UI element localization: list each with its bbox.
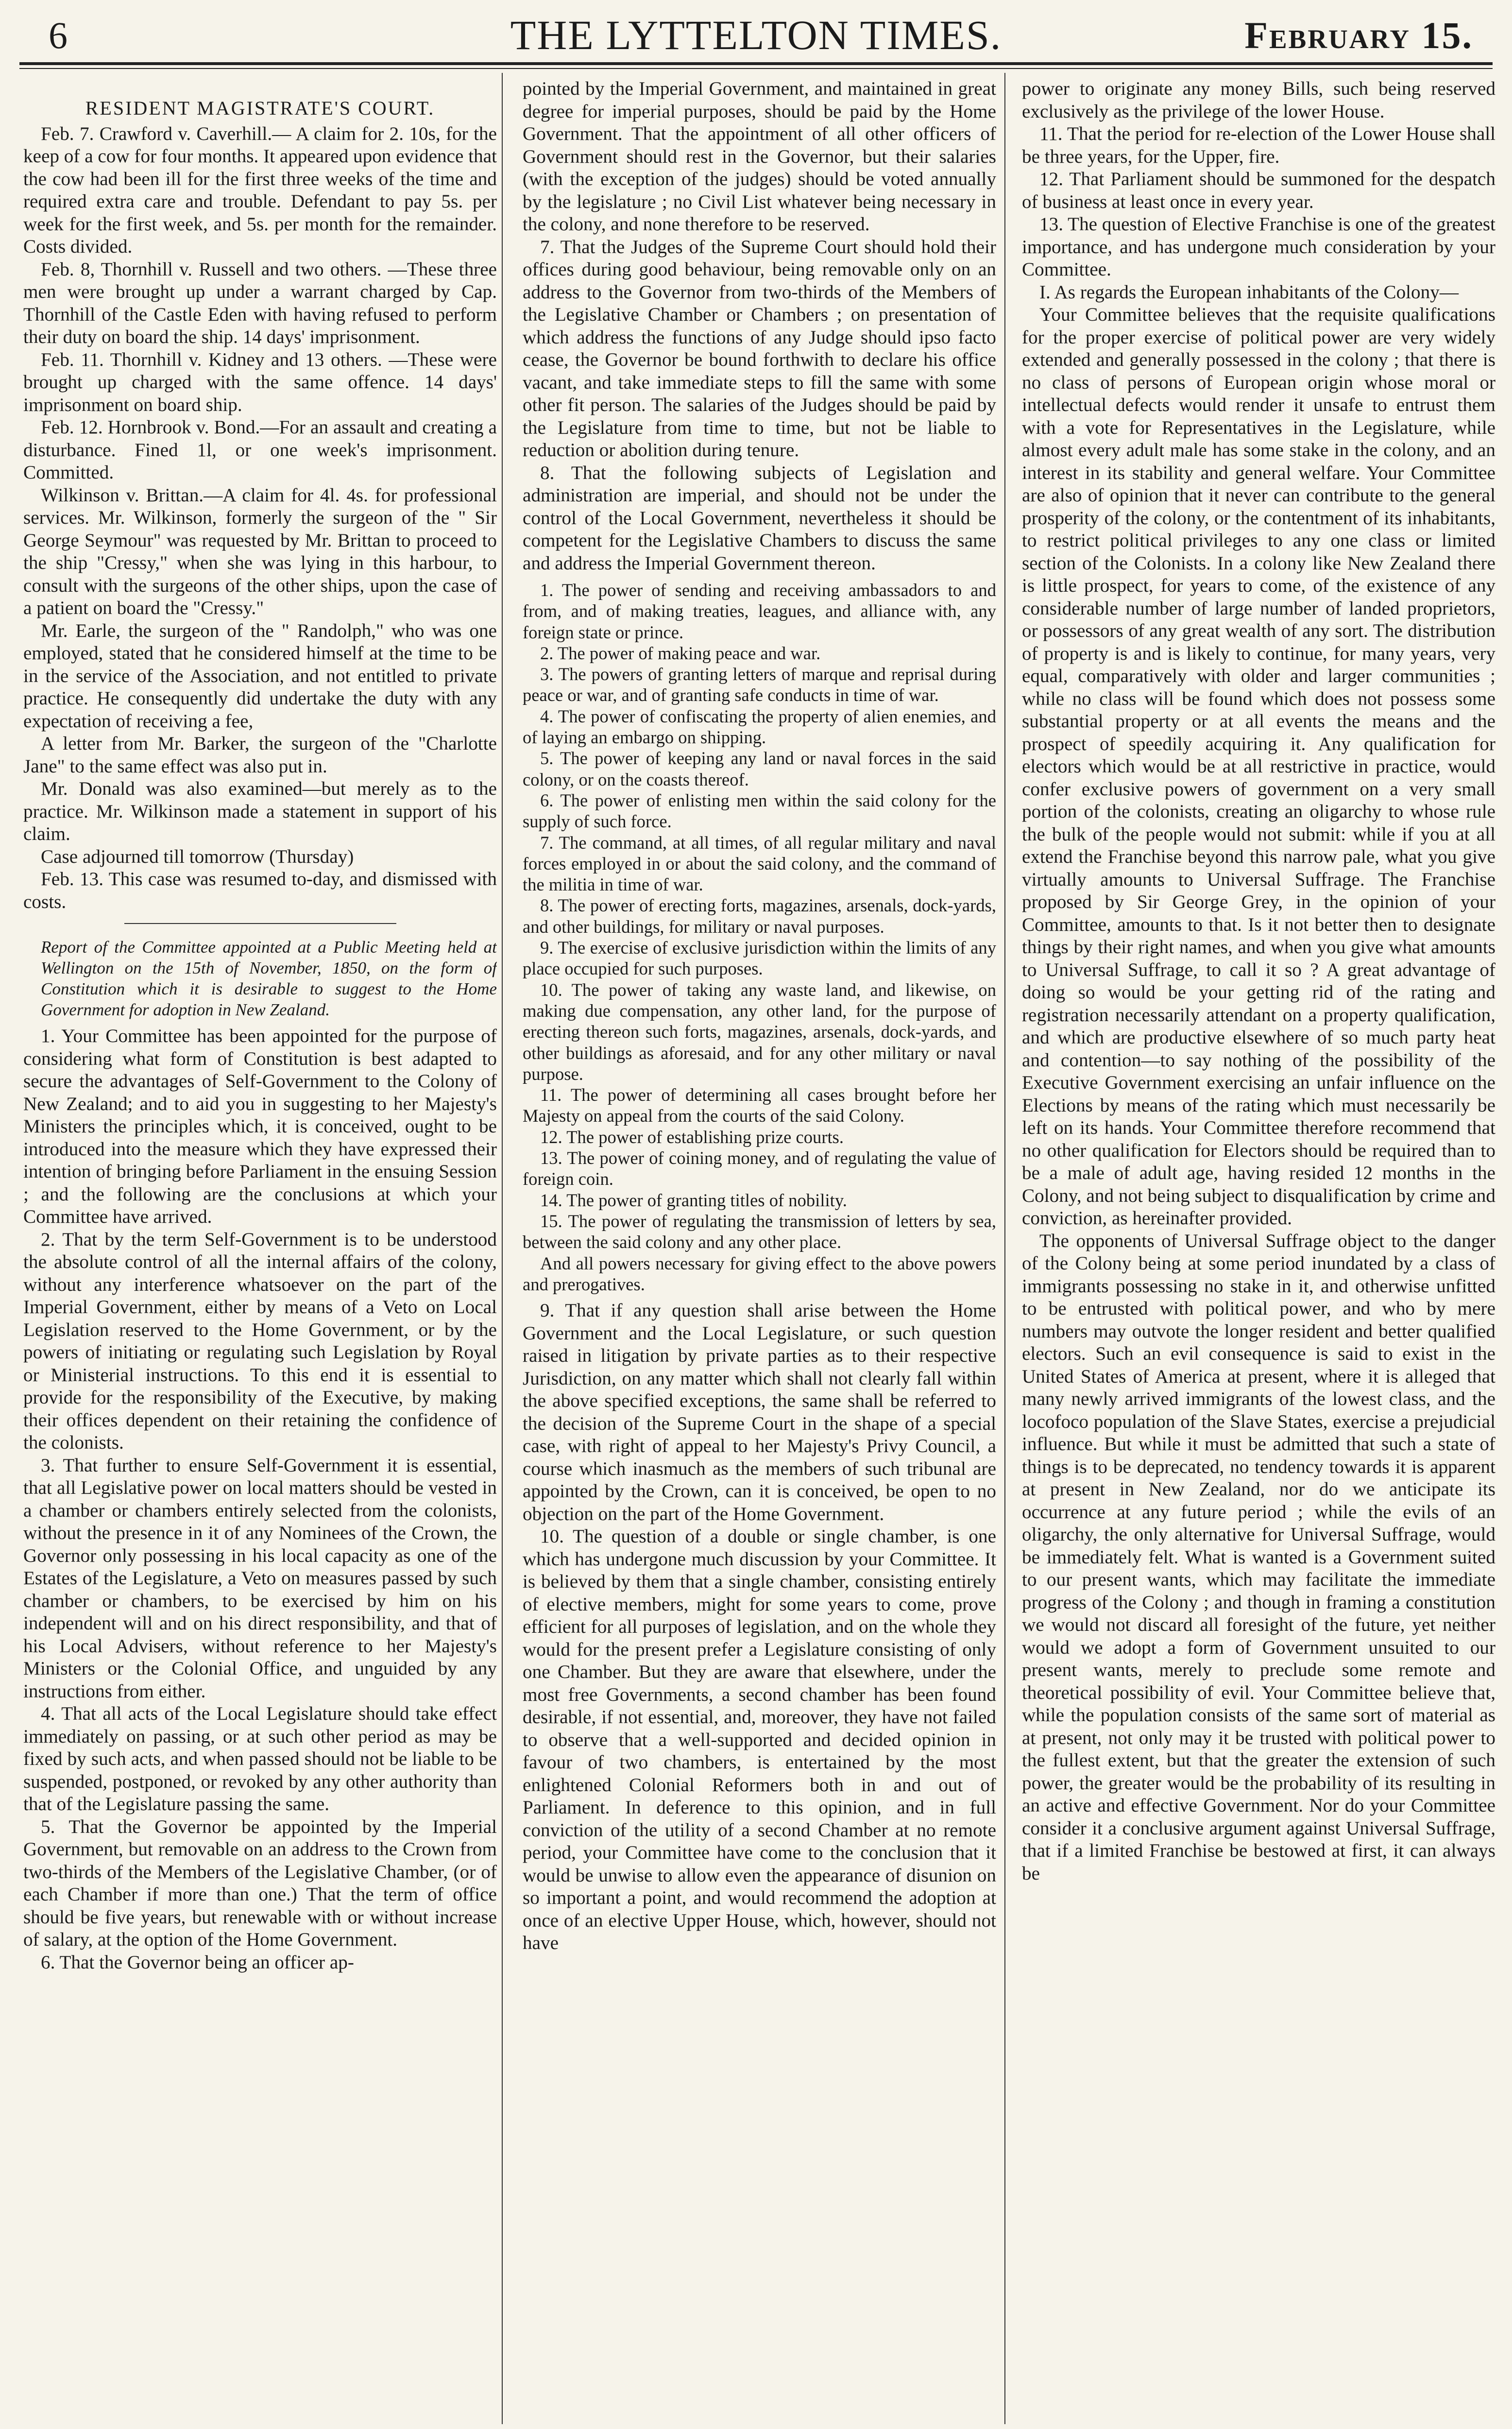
court-paragraph: Feb. 7. Crawford v. Caverhill.— A claim for 2. 10s, for the keep of a cow for four months. It appeared upon evidence that the cow had been ill for the first three weeks of the time and required extra care and trouble. Defendant to pay 5s. per week for the first week, and 5s. per month for the remainder. Costs divided. — [23, 123, 497, 257]
court-paragraph: Feb. 13. This case was resumed to-day, and dismissed with costs. — [23, 869, 497, 912]
section-divider — [124, 923, 396, 924]
report-paragraph: 11. That the period for re-election of the Lower House shall be three years, for the Upper, fire. — [1022, 123, 1495, 167]
list-item: 8. The power of erecting forts, magazines, arsenals, dock-yards, and other buildings, for military or naval purposes. — [523, 895, 996, 937]
list-item: 2. The power of making peace and war. — [540, 643, 821, 663]
list-item: 12. The power of establishing prize courts. — [540, 1127, 844, 1147]
list-item: 7. The command, at all times, of all regular military and naval forces employed in or about the said colony, and the command of the militia in time of war. — [523, 832, 996, 895]
report-paragraph: 8. That the following subjects of Legislation and administration are imperial, and should not be under the control of the Local Government, nevertheless it should be competent for the Legislative Chambers to discuss the same and address the Imperial Government thereon. — [523, 462, 996, 574]
list-item: 15. The power of regulating the transmission of letters by sea, between the said colony and any other place. — [523, 1211, 996, 1252]
report-paragraph: I. As regards the European inhabitants of the Colony— — [1039, 281, 1459, 303]
report-paragraph: 13. The question of Elective Franchise is one of the greatest importance, and has undergone much consideration by your Committee. — [1022, 214, 1495, 280]
report-paragraph: 2. That by the term Self-Government is to be understood the absolute control of all the internal affairs of the colony, without any interference whatsoever on the part of the Imperial Government, either by means of a Veto on Local Legislation reserved to the Home Government, or by the powers of initiating or regulating such Legislation by Royal or Ministerial instructions. To this end it is essential to provide for the responsibility of the Executive, by making their offices dependent on their retaining the confidence of the colonists. — [23, 1229, 497, 1453]
court-heading: RESIDENT MAGISTRATE'S COURT. — [85, 97, 435, 119]
court-paragraph: Feb. 12. Hornbrook v. Bond.—For an assault and creating a disturbance. Fined 1l, or one week's imprisonment. Committed. — [23, 417, 497, 483]
court-paragraph: Case adjourned till tomorrow (Thursday) — [41, 846, 354, 867]
list-item: 6. The power of enlisting men within the said colony for the supply of such force. — [523, 790, 996, 832]
court-paragraph: Feb. 8, Thornhill v. Russell and two others. —These three men were brought up under a warrant charged by Cap. Thornhill of the Castle Eden with having refused to perform their duty on board the ship. 14 days' imprisonment. — [23, 258, 497, 347]
masthead-rule-thin — [19, 68, 1493, 69]
list-item: And all powers necessary for giving effect to the above powers and prerogatives. — [523, 1253, 996, 1294]
report-paragraph: 9. That if any question shall arise between the Home Government and the Local Legislature, or such question raised in litigation by private parties as to their respective Jurisdiction, on any matter which shall not clearly fall within the above specified exceptions, the same shall be referred to the decision of the Supreme Court in the shape of a special case, with right of appeal to her Majesty's Privy Council, a course which inasmuch as the members of such tribunal are appointed by the Crown, can it is conceived, be open to no objection on the part of the Home Government. — [523, 1300, 996, 1524]
report-paragraph: pointed by the Imperial Government, and maintained in great degree for imperial purposes, should be paid by the Home Government. That the appointment of all other officers of Government should rest in the Governor, but their salaries (with the exception of the judges) should be voted annually by the legislature ; no Civil List whatever being necessary in the colony, and none therefore to be reserved. — [523, 78, 996, 235]
list-item: 13. The power of coining money, and of regulating the value of foreign coin. — [523, 1148, 996, 1189]
report-paragraph: 1. Your Committee has been appointed for the purpose of considering what form of Constitution is best adapted to secure the advantages of Self-Government to the Colony of New Zealand; and to aid you in suggesting to her Majesty's Ministers the principles which, it is conceived, ought to be introduced into the measure which they have expressed their intention of bringing before Parliament in the ensuing Session ; and the following are the conclusions at which your Committee have arrived. — [23, 1026, 497, 1227]
court-paragraph: Mr. Donald was also examined—but merely as to the practice. Mr. Wilkinson made a statement in support of his claim. — [23, 778, 497, 844]
report-paragraph: 10. The question of a double or single chamber, is one which has undergone much discussion by your Committee. It is believed by them that a single chamber, consisting entirely of elective members, might for some years to come, prove efficient for all purposes of legislation, and on the whole they would for the present prefer a Legislature consisting of only one Chamber. But they are aware that elsewhere, under the most free Governments, a second chamber has been found desirable, if not essential, and, moreover, they have not failed to observe that a well-supported and decided opinion in favour of two chambers, is entertained by the most enlightened Colonial Reformers both in and out of Parliament. In deference to this opinion, and in full conviction of the utility of a second Chamber at no remote period, your Committee have come to the conclusion that it would be unwise to allow even the appearance of disunion on so important a point, and would recommend the adoption at once of an elective Upper House, which, however, should not have — [523, 1526, 996, 1954]
list-item: 1. The power of sending and receiving ambassadors to and from, and of making treaties, leagues, and alliance with, any foreign state or prince. — [523, 580, 996, 642]
page-number: 6 — [49, 14, 68, 56]
newspaper-title: THE LYTTELTON TIMES. — [510, 12, 1002, 58]
column-3 — [1022, 78, 1495, 2424]
court-paragraph: A letter from Mr. Barker, the surgeon of the "Charlotte Jane" to the same effect was also put in. — [23, 733, 497, 777]
imperial-powers-list — [523, 580, 996, 1295]
court-paragraph: Mr. Earle, the surgeon of the " Randolph," who was one employed, stated that he considered himself at the time to be in the service of the Association, and not entitled to private practice. He consequently did undertake the duty with any expectation of receiving a fee, — [23, 620, 497, 732]
issue-date: February 15. — [1244, 14, 1473, 56]
report-paragraph: power to originate any money Bills, such being reserved exclusively as the privilege of the lower House. — [1022, 78, 1495, 122]
column-divider — [502, 73, 503, 2424]
masthead — [19, 10, 1493, 61]
report-paragraph: 5. That the Governor be appointed by the Imperial Government, but removable on an address to the Crown from two-thirds of the Members of the Legislative Chamber, (or of each Chamber if more than one.) That the term of office should be five years, but renewable with or without increase of salary, at the option of the Home Government. — [23, 1816, 497, 1950]
list-item: 11. The power of determining all cases brought before her Majesty on appeal from the courts of the said Colony. — [523, 1085, 996, 1126]
report-paragraph: 7. That the Judges of the Supreme Court should hold their offices during good behaviour, being removable only on an address to the Governor from two-thirds of the Members of the Legislative Chamber or Chambers ; on presentation of which address the functions of any Judge should ipso facto cease, the Governor be bound forthwith to declare his office vacant, and take immediate steps to fill the same with some other fit person. The salaries of the Judges should be paid by the Legislature from time to time, but not be liable to reduction or abolition during tenure. — [523, 236, 996, 461]
report-paragraph: Your Committee believes that the requisite qualifications for the proper exercise of political power are very widely extended and generally possessed in the colony ; that there is no class of persons of European origin whose moral or intellectual defects would render it unsafe to entrust them with a vote for Representatives in the Legislature, while almost every adult male has some stake in the colony, and an interest in its stability and general welfare. Your Committee are also of opinion that it never can contribute to the general prosperity of the colony, or the contentment of its inhabitants, to restrict political privileges to any one class or limited section of the Colonists. In a colony like New Zealand there is little prospect, for years to come, of the existence of any considerable number of large number of landed proprietors, or possessors of any great wealth of any sort. The distribution of property is and is likely to continue, for many years, very equal, comparatively with older and larger communities ; while no class will be found which does not possess some substantial property or at all events the means and the prospect of speedily acquiring it. Any qualification for electors which would be at all restrictive in practice, would confer exclusive powers of government on a very small portion of the colonists, creating an oligarchy to whose rule the bulk of the people would not submit: while if you at all extend the Franchise beyond this narrow pale, what you give virtually amounts to Universal Suffrage. The Franchise proposed by Sir George Grey, in the opinion of your Committee, amounts to that. Is it not better then to designate things by their right names, and when you give what amounts to Universal Suffrage, to call it so ? A great advantage of doing so would be your getting rid of the rating and registration necessarily attendant on a property qualification, and which are productive elsewhere of so much party heat and contention—to say nothing of the possibility of the Executive Government exercising an unfair influence on the Elections by means of the rating which must necessarily be left on its hands. Your Committee therefore recommend that no other qualification for Electors should be required than to be a male of adult age, having resided 12 months in the Colony, and not being subject to disqualification by crime and conviction, as hereinafter provided. — [1022, 304, 1495, 1229]
list-item: 5. The power of keeping any land or naval forces in the said colony, or on the coasts thereof. — [523, 748, 996, 789]
list-item: 4. The power of confiscating the property of alien enemies, and of laying an embargo on shipping. — [523, 706, 996, 748]
report-intro: Report of the Committee appointed at a Public Meeting held at Wellington on the 15th of November, 1850, on the form of Constitution which it is desirable to suggest to the Home Government for adoption in New Zealand. — [41, 938, 497, 1019]
court-paragraph: Feb. 11. Thornhill v. Kidney and 13 others. —These were brought up charged with the same offence. 14 days' imprisonment on board ship. — [23, 349, 497, 415]
court-paragraph: Wilkinson v. Brittan.—A claim for 4l. 4s. for professional services. Mr. Wilkinson, formerly the surgeon of the " Sir George Seymour" was requested by Mr. Brittan to proceed to the ship "Cressy," when she was lying in this harbour, to consult with the surgeons of the other ships, upon the case of a patient on board the "Cressy." — [23, 484, 497, 618]
list-item: 14. The power of granting titles of nobility. — [540, 1190, 847, 1210]
column-2 — [523, 78, 996, 2424]
report-paragraph: 6. That the Governor being an officer ap- — [41, 1951, 354, 1973]
list-item: 10. The power of taking any waste land, and likewise, on making due compensation, any other land, for the purpose of erecting thereon such forts, magazines, arsenals, dock-yards, and other buildings as aforesaid, and for any other military or naval purpose. — [523, 979, 996, 1084]
list-item: 9. The exercise of exclusive jurisdiction within the limits of any place occupied for such purposes. — [523, 938, 996, 979]
masthead-rule-thick — [19, 62, 1493, 65]
report-paragraph: 3. That further to ensure Self-Government it is essential, that all Legislative power on local matters should be vested in a chamber or chambers entirely selected from the colonists, without the presence in it of any Nominees of the Crown, the Governor only possessing in his local capacity as one of the Estates of the Legislature, a Veto on measures passed by such chamber or chambers, to be exercised by him on his independent will and on his direct responsibility, and that of his Local Advisers, without reference to her Majesty's Ministers or the Colonial Office, and unguided by any instructions from either. — [23, 1454, 497, 1702]
report-paragraph: 12. That Parliament should be summoned for the despatch of business at least once in every year. — [1022, 169, 1495, 212]
report-paragraph: The opponents of Universal Suffrage object to the danger of the Colony being at some period inundated by a class of immigrants possessing no stake in it, and otherwise unfitted to be entrusted with political power, and who by mere numbers may outvote the longer resident and better qualified electors. Such an evil consequence is said to exist in the United States of America at present, where it is alleged that many newly arrived immigrants of the lowest class, and the locofoco population of the Slave States, exercise a prejudicial influence. But while it must be admitted that such a state of things is to be deprecated, no tendency towards it is apparent at present in New Zealand, nor do we anticipate its occurrence at any future period ; while the evils of an oligarchy, the only alternative for Universal Suffrage, would be immediately felt. What is wanted is a Government suited to our present wants, which may facilitate the immediate progress of the Colony ; and though in framing a constitution we would not discard all foresight of the future, yet neither would we adopt a form of Government unsuited to our present wants, merely to preclude some remote and theoretical possibility of evil. Your Committee believe that, while the population consists of the same sort of material as at present, not only may it be trusted with political power to the fullest extent, but that the greater the extension of such power, the greater would be the probability of its resulting in an active and effective Government. Nor do your Committee consider it a conclusive argument against Universal Suffrage, that if a limited Franchise be bestowed at first, it can always be — [1022, 1230, 1495, 1884]
list-item: 3. The powers of granting letters of marque and reprisal during peace or war, and of granting safe conducts in time of war. — [523, 664, 996, 705]
report-paragraph: 4. That all acts of the Local Legislature should take effect immediately on passing, or at such other period as may be fixed by such acts, and when passed should not be liable to be suspended, postponed, or revoked by any other authority than that of the Legislature passing the same. — [23, 1703, 497, 1814]
column-divider — [1004, 73, 1005, 2424]
column-1 — [23, 78, 497, 2424]
